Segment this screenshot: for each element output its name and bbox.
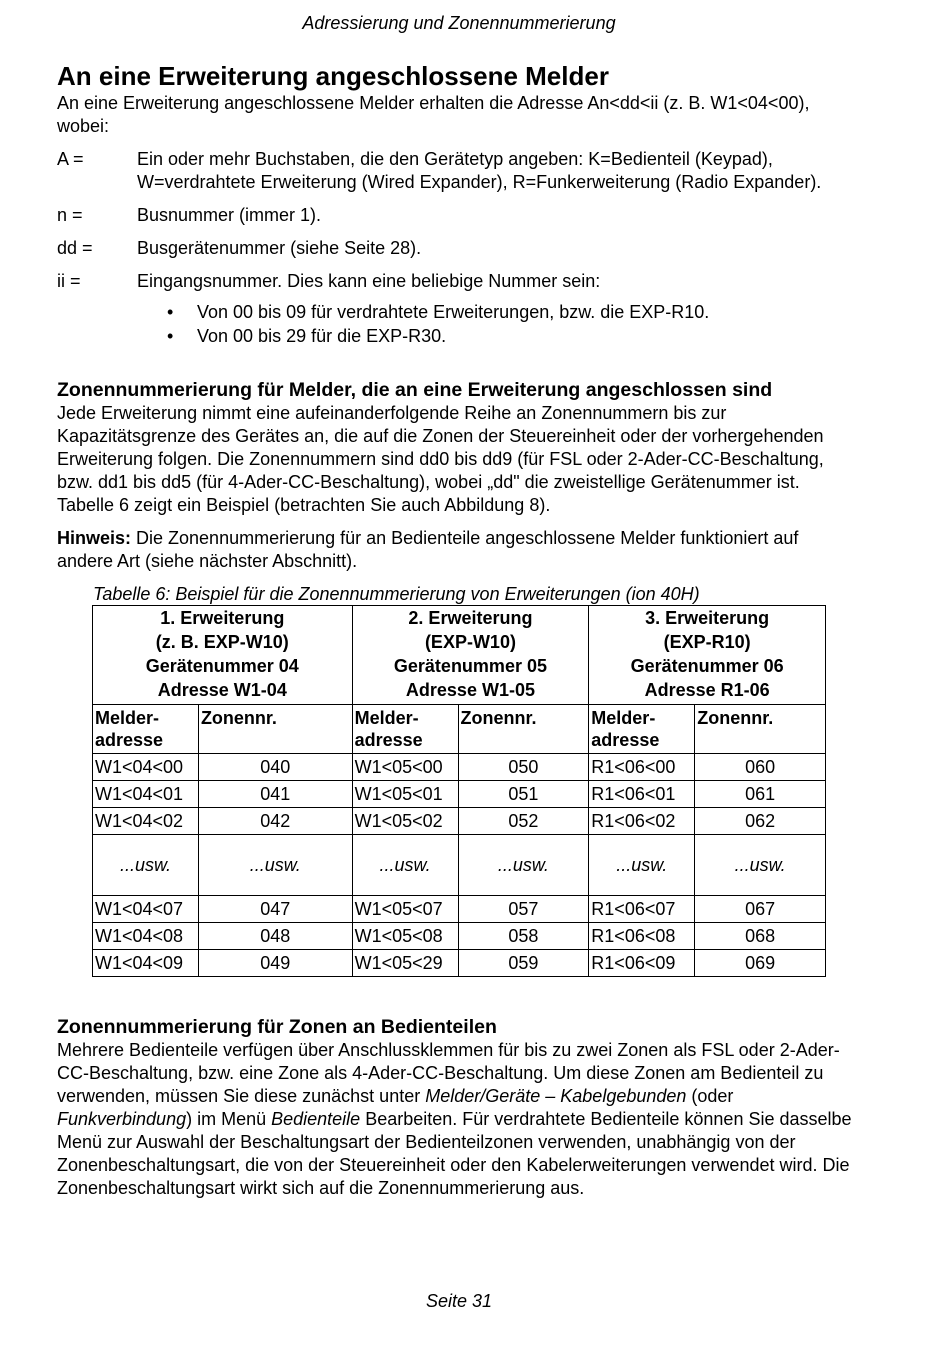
bullet-item: • Von 00 bis 09 für verdrahtete Erweiterungen, bzw. die EXP-R10. [197, 300, 857, 324]
definition-desc: Ein oder mehr Buchstaben, die den Gerätetyp angeben: K=Bedienteil (Keypad), W=verdrahtete Erweiterung (Wired Expander), R=Funkerweiterung (Radio Expander). [137, 149, 822, 192]
detector-address-cell: W1<05<07 [352, 896, 458, 923]
section-body: Jede Erweiterung nimmt eine aufeinanderfolgende Reihe an Zonennummern bis zur Kapazitätsgrenze des Gerätes an, die auf die Zonen der Steuereinheit oder der vorhergehenden Erweiterung folgen. Die Zonennummern sind dd0 bis dd9 (für FSL oder 2-Ader-CC-Beschaltung, bzw. dd1 bis dd5 (für 4-Ader-CC-Beschaltung), wobei „dd" die zweistellige Gerätenummer ist. Tabelle 6 zeigt ein Beispiel (betrachten Sie auch Abbildung 8). [57, 403, 824, 515]
detector-address-cell: W1<05<00 [352, 754, 458, 781]
definition-desc: Busnummer (immer 1). [137, 205, 322, 225]
column-header-detector-address: Melder- adresse [589, 705, 695, 754]
section-intro: An eine Erweiterung angeschlossene Melder erhalten die Adresse An<dd<ii (z. B. W1<04<00), wobei: [57, 93, 810, 136]
expander-title: 3. Erweiterung [645, 608, 770, 628]
zone-number-cell: 059 [458, 950, 589, 977]
definition-item [57, 204, 857, 227]
definition-term: n = [57, 205, 83, 225]
expander-device-number: Gerätenummer 04 [145, 656, 299, 676]
expander-address: Adresse R1-06 [644, 680, 770, 700]
zone-number-cell: 058 [458, 923, 589, 950]
bullet-item: • Von 00 bis 29 für die EXP-R30. [197, 324, 857, 348]
column-header-zone: Zonennr. [458, 705, 589, 754]
detector-address-cell: W1<04<00 [93, 754, 199, 781]
definition-term: ii = [57, 271, 81, 291]
zone-number-cell: 061 [695, 781, 826, 808]
detector-address-cell: W1<05<08 [352, 923, 458, 950]
zone-number-cell: 062 [695, 808, 826, 835]
expander-header [589, 606, 826, 705]
detector-address-cell: W1<05<02 [352, 808, 458, 835]
zone-number-cell: 047 [198, 896, 352, 923]
detector-address-cell: ...usw. [589, 835, 695, 896]
section-title: Zonennummerierung für Zonen an Bedienteilen [57, 1016, 497, 1038]
definition-desc: Busgerätenummer (siehe Seite 28). [137, 238, 422, 258]
table-caption: Tabelle 6: Beispiel für die Zonennummerierung von Erweiterungen (ion 40H) [93, 584, 700, 604]
running-header: Adressierung und Zonennummerierung [302, 13, 616, 33]
expander-header [352, 606, 589, 705]
page-content [57, 60, 857, 1200]
table-row [93, 923, 826, 950]
definition-item [57, 237, 857, 260]
zone-number-cell: 060 [695, 754, 826, 781]
zone-number-cell: 041 [198, 781, 352, 808]
detector-address-cell: R1<06<00 [589, 754, 695, 781]
detector-address-cell: W1<04<07 [93, 896, 199, 923]
table-row [93, 754, 826, 781]
zone-number-cell: 068 [695, 923, 826, 950]
table-row [93, 835, 826, 896]
definition-item [57, 148, 857, 194]
detector-address-cell: W1<04<02 [93, 808, 199, 835]
expander-model: (EXP-W10) [424, 632, 516, 652]
expander-device-number: Gerätenummer 05 [393, 656, 547, 676]
expander-title: 2. Erweiterung [408, 608, 533, 628]
zone-number-cell: 052 [458, 808, 589, 835]
detector-address-cell: W1<04<08 [93, 923, 199, 950]
table-body [93, 754, 826, 977]
zone-number-cell: ...usw. [695, 835, 826, 896]
detector-address-cell: R1<06<01 [589, 781, 695, 808]
zone-number-cell: 051 [458, 781, 589, 808]
table-subheader-row [93, 705, 826, 754]
bullet-list [57, 300, 857, 348]
detector-address-cell: R1<06<09 [589, 950, 695, 977]
expander-header [93, 606, 353, 705]
section-keypad-zones [57, 1015, 857, 1200]
page-number: Seite 31 [425, 1291, 493, 1311]
detector-address-cell: ...usw. [352, 835, 458, 896]
zone-numbering-table [92, 605, 826, 977]
zone-number-cell: ...usw. [198, 835, 352, 896]
table-header-row [93, 606, 826, 705]
detector-address-cell: W1<04<01 [93, 781, 199, 808]
column-header-zone: Zonennr. [198, 705, 352, 754]
definition-desc: Eingangsnummer. Dies kann eine beliebige Nummer sein: [137, 271, 601, 291]
detector-address-cell: R1<06<08 [589, 923, 695, 950]
zone-number-cell: 050 [458, 754, 589, 781]
table-row [93, 781, 826, 808]
hint-label: Hinweis: [57, 528, 132, 548]
section-title: Zonennummerierung für Melder, die an eine Erweiterung angeschlossen sind [57, 379, 773, 401]
detector-address-cell: ...usw. [93, 835, 199, 896]
zone-number-cell: 048 [198, 923, 352, 950]
expander-device-number: Gerätenummer 06 [630, 656, 784, 676]
table-row [93, 808, 826, 835]
definition-term: A = [57, 149, 84, 169]
detector-address-cell: W1<05<01 [352, 781, 458, 808]
expander-address: Adresse W1-04 [157, 680, 287, 700]
column-header-detector-address: Melder- adresse [93, 705, 199, 754]
table-row [93, 950, 826, 977]
zone-number-cell: 040 [198, 754, 352, 781]
column-header-zone: Zonennr. [695, 705, 826, 754]
zone-number-cell: 069 [695, 950, 826, 977]
expander-model: (EXP-R10) [663, 632, 751, 652]
section-title-detectors: An eine Erweiterung angeschlossene Melder [57, 61, 609, 91]
expander-model: (z. B. EXP-W10) [155, 632, 289, 652]
detector-address-cell: W1<05<29 [352, 950, 458, 977]
zone-number-cell: ...usw. [458, 835, 589, 896]
definition-list [57, 148, 857, 293]
definition-item [57, 270, 857, 293]
expander-title: 1. Erweiterung [160, 608, 285, 628]
definition-term: dd = [57, 238, 93, 258]
section-body: Mehrere Bedienteile verfügen über Anschlussklemmen für bis zu zwei Zonen als FSL oder 2-Ader-CC-Beschaltung, bzw. eine Zone als 4-Ader-CC-Beschaltung. Um diese Zonen am Bedienteil zu verwenden, müssen Sie diese zunächst unter Melder/Geräte – Kabelgebunden (oder Funkverbindung) im Menü Bedienteile Bearbeiten. Für verdrahtete Bedienteile können Sie dasselbe Menü zur Auswahl der Beschaltungsart der Bedienteilzonen verwenden, unabhängig von der Zonenbeschaltungsart, die von der Steuereinheit oder den Kabelerweiterungen verwendet wird. Die Zonenbeschaltungsart wirkt sich auf die Zonennummerierung aus. [57, 1040, 852, 1198]
zone-number-cell: 049 [198, 950, 352, 977]
zone-number-cell: 057 [458, 896, 589, 923]
column-header-detector-address: Melder- adresse [352, 705, 458, 754]
detector-address-cell: R1<06<07 [589, 896, 695, 923]
detector-address-cell: W1<04<09 [93, 950, 199, 977]
hint-paragraph [57, 527, 857, 573]
zone-number-cell: 042 [198, 808, 352, 835]
detector-address-cell: R1<06<02 [589, 808, 695, 835]
hint-text: Die Zonennummerierung für an Bedienteile angeschlossene Melder funktioniert auf andere Art (siehe nächster Abschnitt). [57, 528, 799, 571]
section-zone-numbering-expanders [57, 378, 857, 573]
table-row [93, 896, 826, 923]
zone-number-cell: 067 [695, 896, 826, 923]
expander-address: Adresse W1-05 [405, 680, 535, 700]
